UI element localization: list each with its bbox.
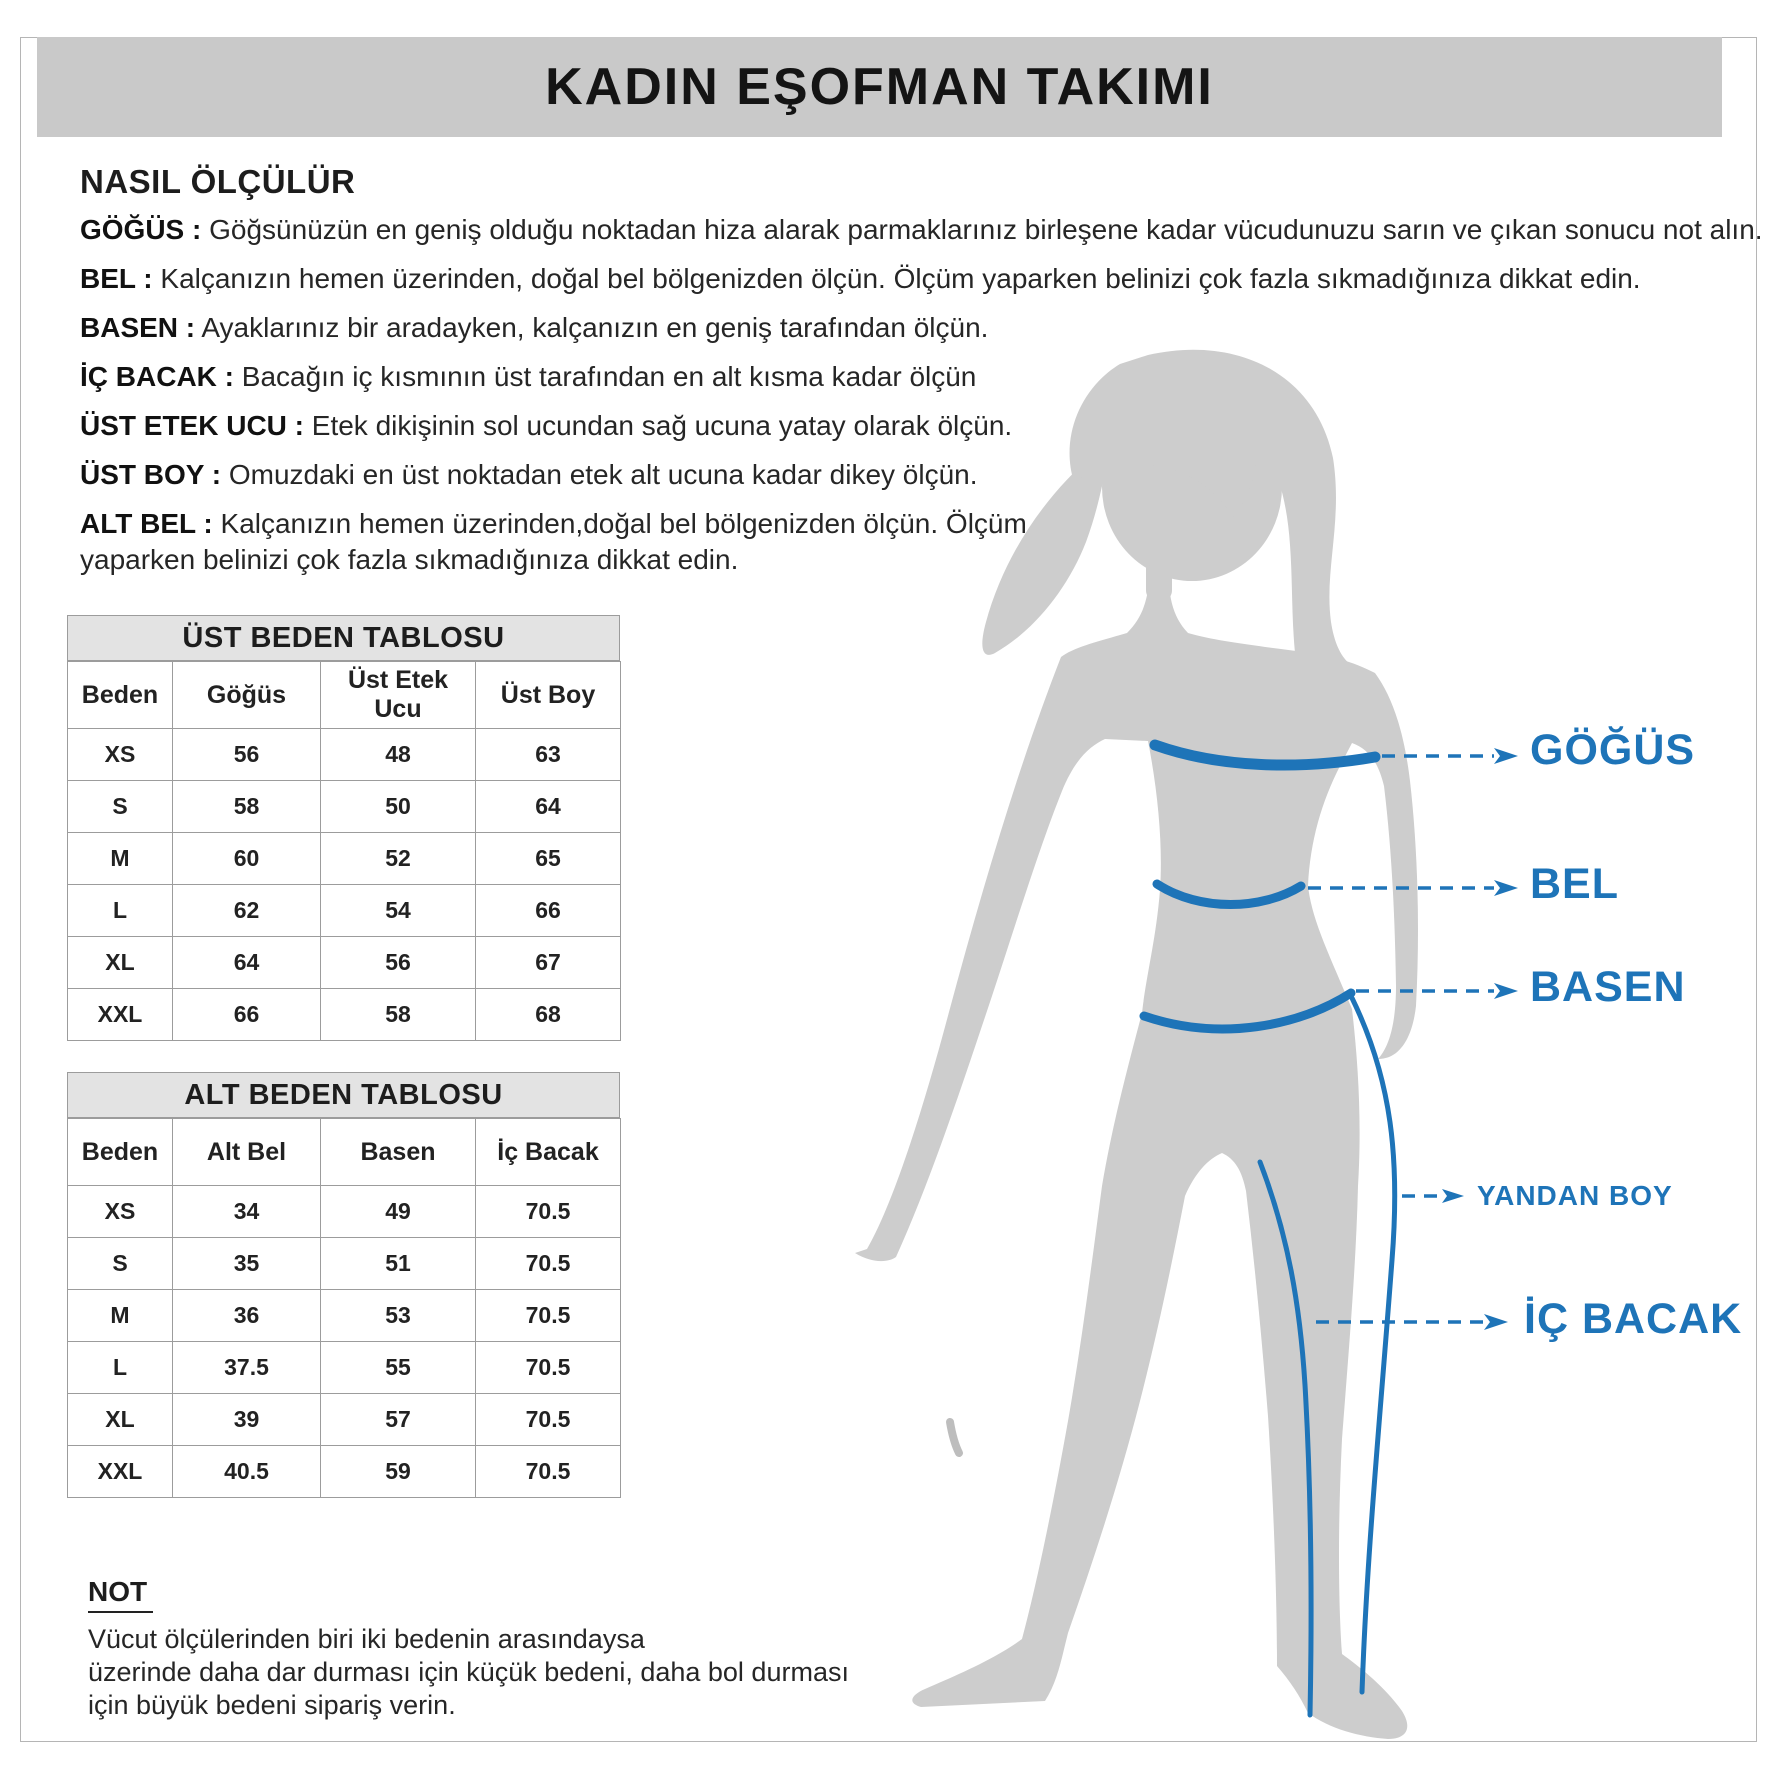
column-header: Göğüs [173,662,321,729]
measure-instruction-label: BASEN : [80,312,196,343]
table-header-row [68,1119,621,1186]
table-row [68,1342,621,1394]
measure-instruction-label: ÜST BOY : [80,459,222,490]
table-cell: 59 [321,1446,476,1498]
table-row [68,885,621,937]
note-line: Vücut ölçülerinden biri iki bedenin arasındaysa [88,1624,645,1654]
table-cell: 66 [476,885,621,937]
body-shape [855,560,1418,1739]
table-cell: 70.5 [476,1290,621,1342]
measure-instruction [80,310,1755,346]
table-cell: 36 [173,1290,321,1342]
table-cell: 62 [173,885,321,937]
table-row [68,1238,621,1290]
table-cell: XL [68,937,173,989]
measure-instruction-text: Etek dikişinin sol ucundan sağ ucuna yatay olarak ölçün. [304,410,1013,441]
table-cell: S [68,781,173,833]
table-cell: 35 [173,1238,321,1290]
how-to-measure-heading: NASIL ÖLÇÜLÜR [80,163,356,200]
table-cell: L [68,885,173,937]
table-cell: XXL [68,989,173,1041]
table-row [68,1394,621,1446]
measure-instruction [80,261,1755,297]
measure-instruction-text: Omuzdaki en üst noktadan etek alt ucuna kadar dikey ölçün. [221,459,978,490]
table-cell: 56 [173,729,321,781]
note-section [88,1576,988,1722]
table-cell: 53 [321,1290,476,1342]
table-cell: 70.5 [476,1186,621,1238]
table-cell: 56 [321,937,476,989]
measure-instruction-text: Bacağın iç kısmının üst tarafından en alt kısma kadar ölçün [234,361,977,392]
table-cell: 66 [173,989,321,1041]
table-cell: 34 [173,1186,321,1238]
table-cell: 68 [476,989,621,1041]
table-cell: 48 [321,729,476,781]
measure-instruction [80,408,1755,444]
table-row [68,1290,621,1342]
table-cell: 64 [476,781,621,833]
measure-instruction-label: ÜST ETEK UCU : [80,410,304,441]
table-cell: 58 [173,781,321,833]
table-cell: S [68,1238,173,1290]
table-cell: 49 [321,1186,476,1238]
inseam-arrowhead-icon [1484,1314,1508,1330]
table-cell: 63 [476,729,621,781]
table-cell: XL [68,1394,173,1446]
upper-size-table-title: ÜST BEDEN TABLOSU [67,615,620,661]
column-header: İç Bacak [476,1119,621,1186]
measure-instruction-label: ALT BEL : [80,508,213,539]
table-cell: 51 [321,1238,476,1290]
table-row [68,781,621,833]
hip-arrowhead-icon [1494,983,1518,999]
table-cell: 60 [173,833,321,885]
table-row [68,1446,621,1498]
lower-size-table-title: ALT BEDEN TABLOSU [67,1072,620,1118]
note-heading: NOT [88,1576,153,1613]
hand-tick-shape [950,1422,959,1453]
note-line: üzerinde daha dar durması için küçük bedeni, daha bol durması [88,1657,849,1687]
table-cell: 67 [476,937,621,989]
chest-label: GÖĞÜS [1530,726,1696,774]
column-header: Üst Boy [476,662,621,729]
table-cell: 54 [321,885,476,937]
column-header: Beden [68,1119,173,1186]
column-header: Basen [321,1119,476,1186]
table-row [68,1186,621,1238]
waist-arrowhead-icon [1494,880,1518,896]
table-cell: 50 [321,781,476,833]
table-cell: 57 [321,1394,476,1446]
table-header-row [68,662,621,729]
measure-instruction-label: GÖĞÜS : [80,214,202,245]
hip-label: BASEN [1530,963,1686,1011]
upper-size-table-grid [67,661,621,1041]
waist-label: BEL [1530,860,1619,908]
measure-instruction [80,212,1763,248]
side-length-label: YANDAN BOY [1477,1180,1673,1211]
table-cell: 70.5 [476,1394,621,1446]
table-cell: 70.5 [476,1238,621,1290]
measure-instruction [80,506,1095,578]
table-cell: 39 [173,1394,321,1446]
title-banner [37,37,1722,137]
page-title: KADIN EŞOFMAN TAKIMI [545,58,1214,116]
column-header: Beden [68,662,173,729]
table-row [68,989,621,1041]
table-row [68,833,621,885]
inseam-label: İÇ BACAK [1524,1295,1743,1343]
table-cell: M [68,1290,173,1342]
column-header: Üst Etek Ucu [321,662,476,729]
note-line: için büyük bedeni sipariş verin. [88,1690,456,1720]
chest-arrowhead-icon [1494,748,1518,764]
how-to-measure-list [80,212,1763,591]
measure-instruction-label: BEL : [80,263,153,294]
measure-instruction [80,359,1755,395]
table-cell: 40.5 [173,1446,321,1498]
table-cell: M [68,833,173,885]
table-cell: 37.5 [173,1342,321,1394]
table-row [68,729,621,781]
measure-instruction-text: Göğsünüzün en geniş olduğu noktadan hiza alarak parmaklarınız birleşene kadar vücudunuzu sarın ve çıkan sonucu not alın. [201,214,1763,245]
measure-instruction-text: Kalçanızın hemen üzerinden, doğal bel bölgenizden ölçün. Ölçüm yaparken belinizi çok fazla sıkmadığınıza dikkat edin. [152,263,1641,294]
measure-instruction-text: Ayaklarınız bir aradayken, kalçanızın en geniş tarafından ölçün. [195,312,989,343]
upper-size-table [67,615,620,1041]
table-cell: XS [68,1186,173,1238]
note-text [88,1623,988,1722]
table-cell: 65 [476,833,621,885]
table-cell: 70.5 [476,1342,621,1394]
measure-instruction [80,457,1755,493]
column-header: Alt Bel [173,1119,321,1186]
table-cell: XXL [68,1446,173,1498]
table-cell: 55 [321,1342,476,1394]
side-length-arrowhead-icon [1442,1189,1464,1203]
table-cell: 52 [321,833,476,885]
measure-instruction-text: Kalçanızın hemen üzerinden,doğal bel bölgenizden ölçün. Ölçüm yaparken belinizi çok fazla sıkmadığınıza dikkat edin. [80,508,1027,575]
table-row [68,937,621,989]
table-cell: 70.5 [476,1446,621,1498]
table-cell: 58 [321,989,476,1041]
table-cell: L [68,1342,173,1394]
table-cell: XS [68,729,173,781]
table-cell: 64 [173,937,321,989]
lower-size-table-grid [67,1118,621,1498]
measure-instruction-label: İÇ BACAK : [80,361,234,392]
lower-size-table [67,1072,620,1498]
